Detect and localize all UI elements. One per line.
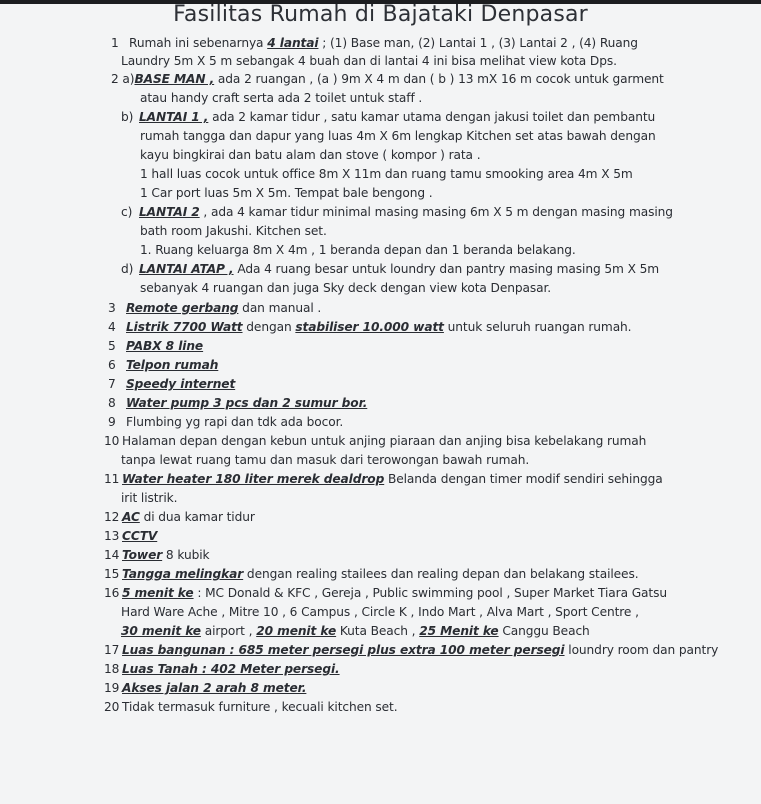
item-number: 3 — [108, 301, 116, 315]
item-number: 11 — [104, 472, 120, 486]
document-line — [140, 186, 433, 201]
emphasized-text: Listrik 7700 Watt — [126, 320, 243, 334]
document-line — [140, 129, 656, 144]
line-text: 1. Ruang keluarga 8m X 4m , 1 beranda depan dan 1 beranda belakang. — [140, 243, 576, 257]
document-line — [111, 72, 664, 87]
document-line — [140, 167, 633, 182]
document-line — [104, 434, 646, 449]
emphasized-text: Tangga melingkar — [122, 567, 244, 581]
emphasized-text: Luas bangunan : 685 meter persegi plus extra 100 meter persegi — [122, 643, 565, 657]
emphasized-text: stabiliser 10.000 watt — [295, 320, 444, 334]
line-text: 1 Car port luas 5m X 5m. Tempat bale bengong . — [140, 186, 433, 200]
line-text: ada 2 kamar tidur , satu kamar utama dengan jakusi toilet dan pembantu — [208, 110, 656, 124]
emphasized-text: BASE MAN , — [134, 72, 215, 86]
line-text: Laundry 5m X 5 m sebangak 4 buah dan di lantai 4 ini bisa melihat view kota Dps. — [121, 54, 617, 68]
line-text: rumah tangga dan dapur yang luas 4m X 6m lengkap Kitchen set atas bawah dengan — [140, 129, 656, 143]
emphasized-text: AC — [122, 510, 140, 524]
document-line — [104, 529, 157, 544]
line-text: ada 2 ruangan , (a ) 9m X 4 m dan ( b ) 13 mX 16 m cocok untuk garment — [214, 72, 664, 86]
document-line — [104, 586, 667, 601]
item-number: 19 — [104, 681, 120, 695]
item-number: 17 — [104, 643, 120, 657]
line-text: ; (1) Base man, (2) Lantai 1 , (3) Lantai 2 , (4) Ruang — [318, 36, 638, 50]
emphasized-text: Luas Tanah : 402 Meter persegi. — [122, 662, 340, 676]
emphasized-text: 4 lantai — [267, 36, 319, 50]
line-text: dengan — [242, 320, 296, 334]
item-number: 16 — [104, 586, 120, 600]
emphasized-text: LANTAI ATAP , — [139, 262, 234, 276]
document-line — [121, 205, 673, 220]
line-text: Canggu Beach — [498, 624, 590, 638]
item-number: 12 — [104, 510, 120, 524]
item-number: c) — [121, 205, 133, 219]
line-text: Kuta Beach , — [336, 624, 420, 638]
emphasized-text: CCTV — [122, 529, 158, 543]
document-line — [104, 681, 306, 696]
item-number: b) — [121, 110, 134, 124]
emphasized-text: LANTAI 1 , — [139, 110, 209, 124]
item-number: 13 — [104, 529, 120, 543]
line-text: Hard Ware Ache , Mitre 10 , 6 Campus , Circle K , Indo Mart , Alva Mart , Sport Centre , — [121, 605, 639, 619]
line-text: Tidak termasuk furniture , kecuali kitchen set. — [122, 700, 398, 714]
line-text: Ada 4 ruang besar untuk loundry dan pantry masing masing 5m X 5m — [233, 262, 660, 276]
item-number: 4 — [108, 320, 116, 334]
emphasized-text: Akses jalan 2 arah 8 meter. — [122, 681, 307, 695]
document-line — [104, 567, 638, 582]
line-text: Halaman depan dengan kebun untuk anjing piaraan dan anjing bisa kebelakang rumah — [122, 434, 647, 448]
item-number: d) — [121, 262, 134, 276]
item-number: 1 — [111, 36, 119, 50]
document-line — [104, 472, 663, 487]
item-number: 6 — [108, 358, 116, 372]
emphasized-text: Water pump 3 pcs dan 2 sumur bor. — [126, 396, 368, 410]
document-line — [121, 453, 529, 468]
document-line — [140, 243, 576, 258]
line-text: airport , — [200, 624, 257, 638]
document-title: Fasilitas Rumah di Bajataki Denpasar — [173, 2, 588, 27]
item-number: 20 — [104, 700, 120, 714]
line-text: bath room Jakushi. Kitchen set. — [140, 224, 327, 238]
item-number: 9 — [108, 415, 116, 429]
document-line — [104, 548, 209, 563]
item-number: 15 — [104, 567, 120, 581]
document-line — [140, 281, 551, 296]
item-number: 18 — [104, 662, 120, 676]
line-text: Rumah ini sebenarnya — [129, 36, 268, 50]
line-text: tanpa lewat ruang tamu dan masuk dari terowongan bawah rumah. — [121, 453, 530, 467]
document-line — [108, 377, 235, 392]
document-line — [108, 301, 321, 316]
item-number: 7 — [108, 377, 116, 391]
emphasized-text: Remote gerbang — [126, 301, 239, 315]
document-line — [104, 662, 340, 677]
line-text: sebanyak 4 ruangan dan juga Sky deck dengan view kota Denpasar. — [140, 281, 552, 295]
document-line — [140, 148, 480, 163]
emphasized-text: Speedy internet — [126, 377, 236, 391]
document-line — [121, 491, 177, 506]
document-line — [104, 643, 718, 658]
line-text: di dua kamar tidur — [139, 510, 255, 524]
document-line — [108, 339, 203, 354]
document-line — [108, 415, 343, 430]
document-line — [121, 262, 659, 277]
document-line — [108, 396, 367, 411]
emphasized-text: Water heater 180 liter merek dealdrop — [122, 472, 385, 486]
document-line — [108, 358, 218, 373]
line-text: 1 hall luas cocok untuk office 8m X 11m dan ruang tamu smooking area 4m X 5m — [140, 167, 633, 181]
document-line — [121, 54, 617, 69]
line-text: Flumbing yg rapi dan tdk ada bocor. — [126, 415, 344, 429]
document-line — [140, 224, 327, 239]
document-line — [121, 624, 590, 639]
item-number: 10 — [104, 434, 120, 448]
emphasized-text: Tower — [122, 548, 163, 562]
emphasized-text: 25 Menit ke — [419, 624, 499, 638]
emphasized-text: LANTAI 2 — [139, 205, 200, 219]
document-line — [121, 110, 655, 125]
emphasized-text: 30 menit ke — [121, 624, 201, 638]
emphasized-text: 20 menit ke — [256, 624, 337, 638]
item-number: 8 — [108, 396, 116, 410]
line-text: loundry room dan pantry — [564, 643, 719, 657]
line-text: , ada 4 kamar tidur minimal masing masing 6m X 5 m dengan masing masing — [199, 205, 673, 219]
line-text: atau handy craft serta ada 2 toilet untuk staff . — [140, 91, 423, 105]
line-text: dan manual . — [238, 301, 322, 315]
line-text: 8 kubik — [162, 548, 210, 562]
line-text: untuk seluruh ruangan rumah. — [443, 320, 632, 334]
document-line — [108, 320, 631, 335]
document-line — [121, 605, 639, 620]
line-text: kayu bingkirai dan batu alam dan stove ( kompor ) rata . — [140, 148, 481, 162]
document-line — [140, 91, 422, 106]
line-text: : MC Donald & KFC , Gereja , Public swimming pool , Super Market Tiara Gatsu — [193, 586, 667, 600]
item-number: 2 a) — [111, 72, 135, 86]
item-number: 5 — [108, 339, 116, 353]
document-line — [111, 36, 638, 51]
line-text: Belanda dengan timer modif sendiri sehingga — [384, 472, 663, 486]
emphasized-text: PABX 8 line — [126, 339, 204, 353]
emphasized-text: 5 menit ke — [122, 586, 194, 600]
document-line — [104, 510, 255, 525]
line-text: irit listrik. — [121, 491, 178, 505]
item-number: 14 — [104, 548, 120, 562]
emphasized-text: Telpon rumah — [126, 358, 219, 372]
document-line — [104, 700, 398, 715]
line-text: dengan realing stailees dan realing depan dan belakang stailees. — [243, 567, 639, 581]
